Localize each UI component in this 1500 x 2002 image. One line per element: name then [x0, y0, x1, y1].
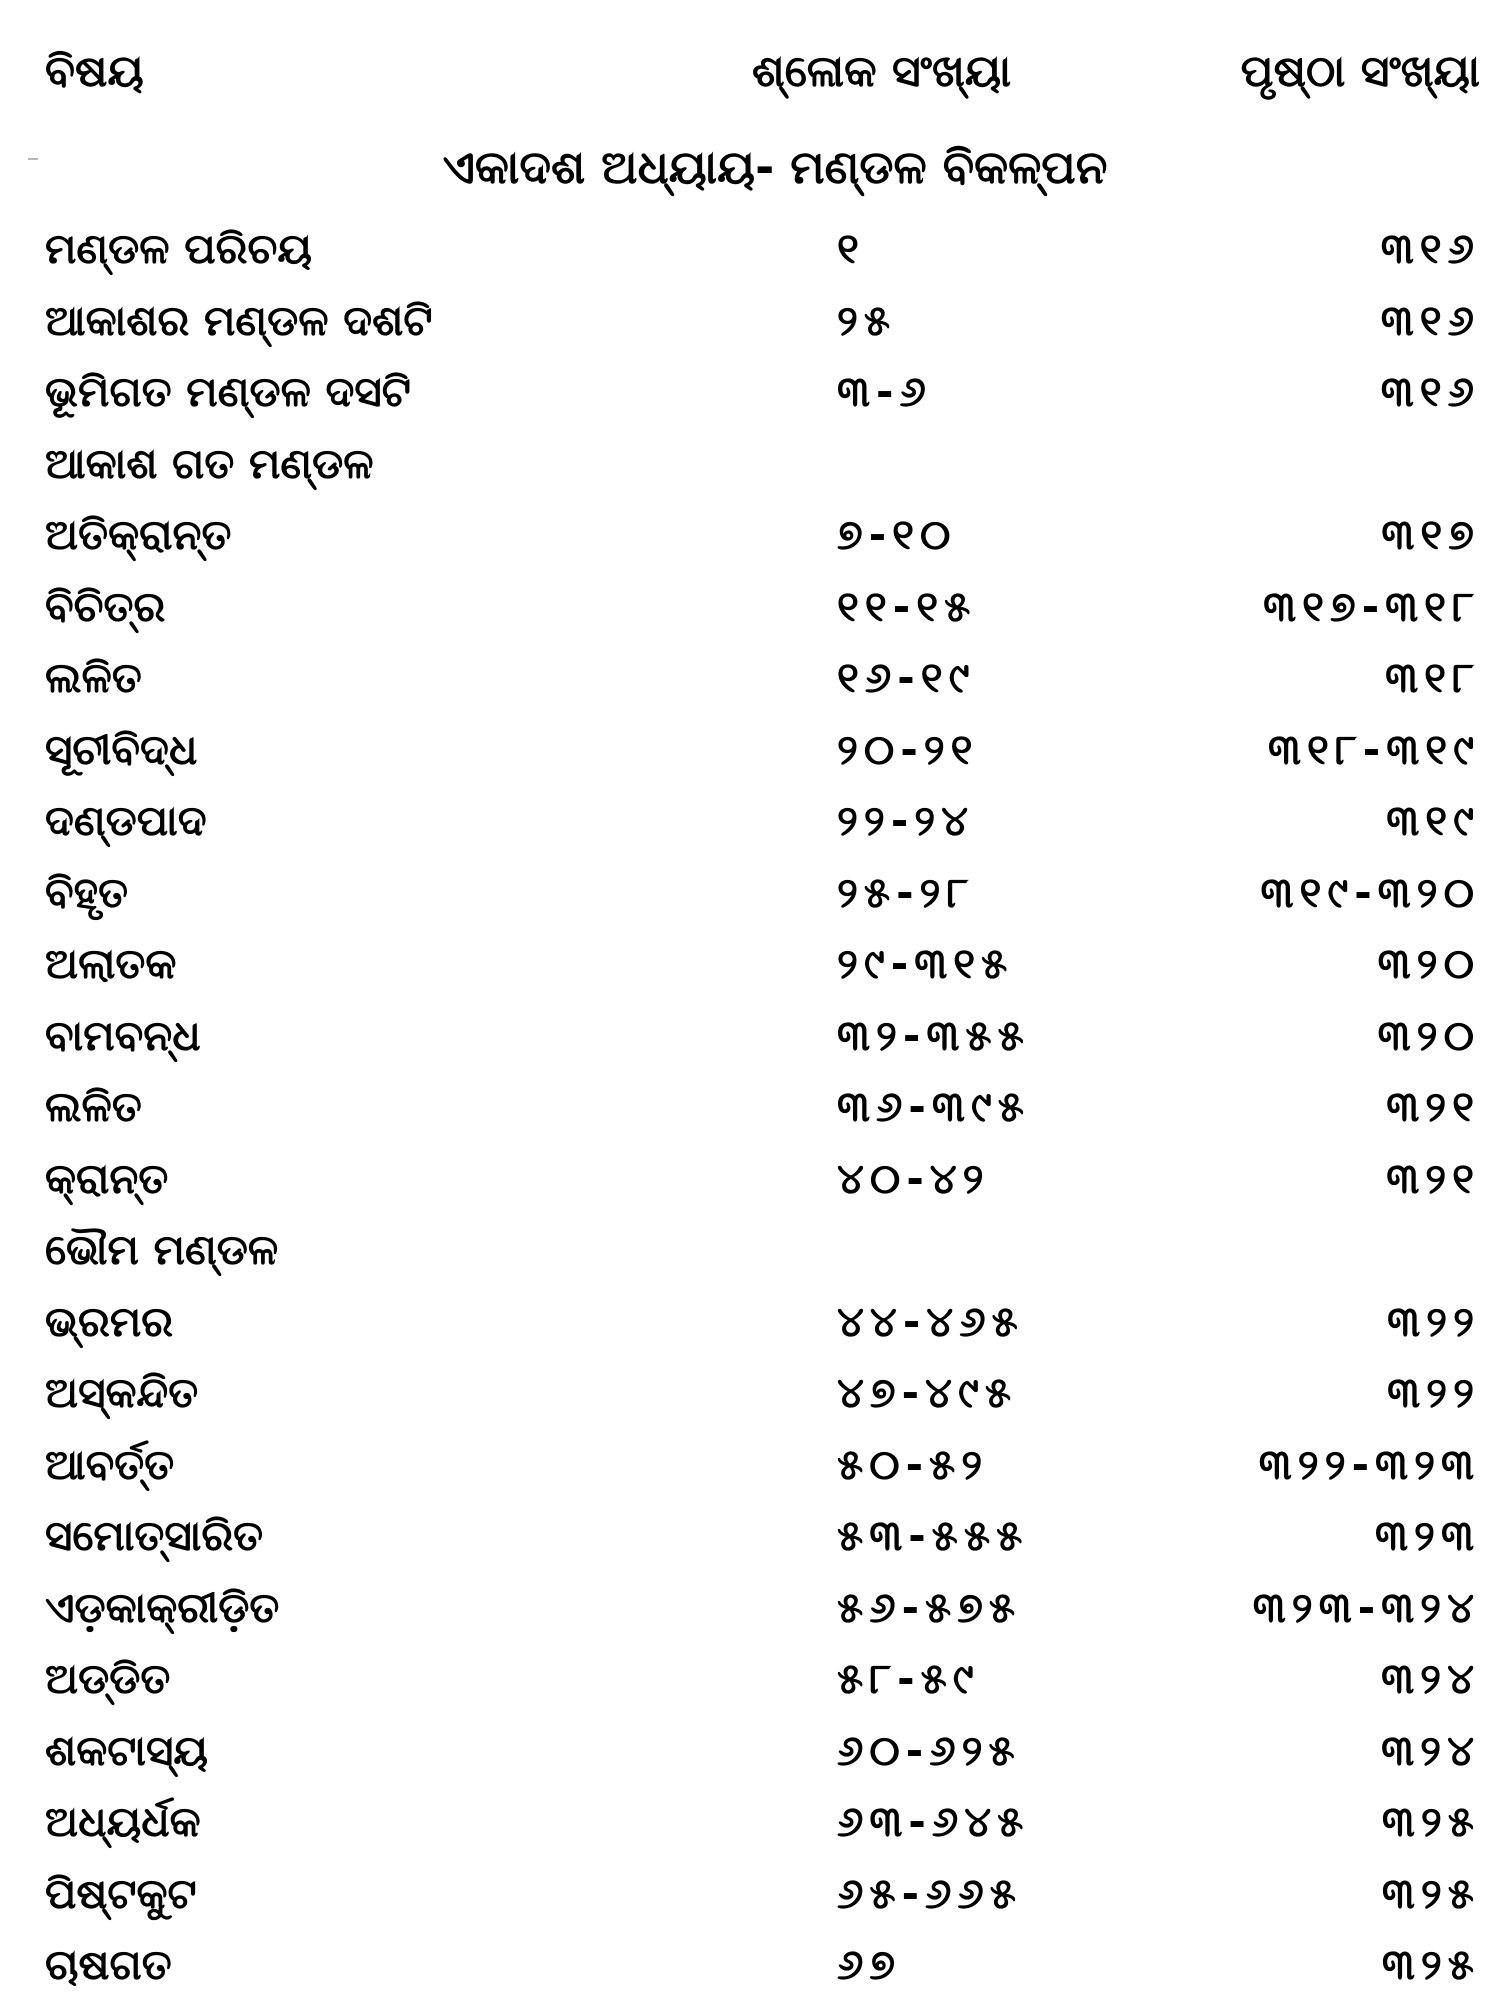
list-item — [0, 357, 1500, 429]
list-item — [0, 1573, 1500, 1645]
list-item — [0, 1358, 1500, 1430]
list-item — [0, 1930, 1500, 2002]
shloka-range: ୨୯-୩୧୫ — [837, 939, 1014, 988]
list-item — [0, 786, 1500, 858]
page-range: ୩୧୮ — [1385, 653, 1480, 702]
shloka-range: ୧୬-୧୯ — [837, 653, 976, 702]
list-item — [0, 858, 1500, 930]
list-item — [0, 715, 1500, 787]
page-range: ୩୨୫ — [1381, 1868, 1480, 1918]
list-item — [0, 1644, 1500, 1716]
shloka-range: ୩୬-୩୯୫ — [837, 1082, 1030, 1131]
page-range: ୩୨୫ — [1381, 1940, 1480, 1989]
shloka-range: ୬୭ — [837, 1940, 902, 1989]
column-header — [0, 38, 1500, 108]
topic-label: ଆକାଶ ଗତ ମଣ୍ଡଳ — [45, 438, 374, 488]
page-range: ୩୨୦ — [1377, 1010, 1480, 1060]
contents-list — [0, 214, 1500, 2002]
shloka-range: ୪୪-୪୬୫ — [837, 1296, 1024, 1346]
page-range: ୩୧୯-୩୨୦ — [1260, 867, 1480, 917]
header-topic: ବିଷୟ — [45, 46, 144, 97]
page-range: ୩୧୯ — [1386, 796, 1480, 845]
list-item — [0, 643, 1500, 715]
topic-label: କ୍ରାନ୍ତ — [45, 1153, 169, 1203]
topic-label: ଶକଟାସ୍ୟ — [45, 1725, 209, 1775]
list-item — [0, 1787, 1500, 1859]
topic-label: ସମୋତ୍ସାରିତ — [45, 1511, 264, 1560]
shloka-range: ୫୮-୫୯ — [837, 1654, 980, 1703]
shloka-range: ୧ — [837, 224, 865, 273]
shloka-range: ୪୭-୪୯୫ — [837, 1368, 1018, 1417]
topic-label: ଏଡ଼କାକ୍ରୀଡ଼ିତ — [45, 1582, 280, 1632]
page-range: ୩୧୬ — [1380, 224, 1480, 273]
page-range: ୩୨୦ — [1377, 939, 1480, 988]
page-range: ୩୧୮-୩୧୯ — [1267, 724, 1480, 774]
page-range: ୩୨୨ — [1387, 1296, 1480, 1346]
shloka-range: ୬୩-୬୪୫ — [837, 1797, 1030, 1846]
list-item — [0, 214, 1500, 286]
shloka-range: ୪୦-୪୨ — [837, 1153, 990, 1203]
topic-label: ବିହୃତ — [45, 867, 129, 917]
topic-label: ଅଡ୍ଡିତ — [45, 1654, 171, 1703]
topic-label: ସୂଚୀବିଦ୍ଧ — [45, 724, 198, 774]
shloka-range: ୩-୬ — [837, 367, 932, 416]
topic-label: ଲଳିତ — [45, 1082, 142, 1131]
section-heading — [0, 429, 1500, 501]
header-page-count: ପୃଷ୍ଠା ସଂଖ୍ୟା — [1240, 46, 1480, 97]
topic-label: ଅଧ୍ୟର୍ଧକ — [45, 1797, 201, 1846]
shloka-range: ୩୨-୩୫୫ — [837, 1010, 1030, 1060]
topic-label: ଭୌମ ମଣ୍ଡଳ — [45, 1225, 279, 1274]
shloka-range: ୨୫-୨୮ — [837, 867, 975, 917]
topic-label: ବିଚିତ୍ର — [45, 581, 166, 631]
topic-label: ମଣ୍ଡଳ ପରିଚୟ — [45, 224, 313, 273]
topic-label: ପିଷ୍ଟକୁଟ — [45, 1868, 197, 1918]
list-item — [0, 1859, 1500, 1931]
shloka-range: ୬୫-୬୬୫ — [837, 1868, 1022, 1918]
page-range: ୩୨୩ — [1375, 1511, 1480, 1560]
page-range: ୩୨୫ — [1381, 1797, 1480, 1846]
list-item — [0, 1072, 1500, 1144]
shloka-range: ୨୨-୨୪ — [837, 796, 975, 845]
topic-label: ଦଣ୍ଡପାଦ — [45, 796, 207, 845]
chapter-title: ଏକାଦଶ ଅଧ୍ୟାୟ- ମଣ୍ଡଳ ବିକଳ୍ପନ — [442, 140, 1108, 194]
shloka-range: ୫୦-୫୨ — [837, 1439, 989, 1489]
topic-label: ଚାଷଗତ — [45, 1940, 172, 1989]
list-item — [0, 1144, 1500, 1216]
topic-label: ଅଲାତକ — [45, 939, 177, 988]
topic-label: ଆକାଶର ମଣ୍ଡଳ ଦଶଟି — [45, 295, 433, 345]
shloka-range: ୭-୧୦ — [837, 510, 957, 559]
list-item — [0, 929, 1500, 1001]
topic-label: ଆବର୍ତ୍ତ — [45, 1439, 175, 1489]
list-item — [0, 1001, 1500, 1073]
topic-label: ଭୂମିଗତ ମଣ୍ଡଳ ଦସଟି — [45, 367, 411, 416]
list-item — [0, 1501, 1500, 1573]
topic-label: ବାମବନ୍ଧ — [45, 1010, 201, 1060]
shloka-range: ୬୦-୬୨୫ — [837, 1725, 1021, 1775]
section-heading — [0, 1215, 1500, 1287]
shloka-range: ୫୩-୫୫୫ — [837, 1511, 1029, 1560]
list-item — [0, 572, 1500, 644]
page-range: ୩୧୭ — [1381, 510, 1480, 559]
topic-label: ଅତିକ୍ରାନ୍ତ — [45, 510, 232, 559]
list-item — [0, 1430, 1500, 1502]
page-range: ୩୨୧ — [1386, 1153, 1480, 1203]
topic-label: ଲଳିତ — [45, 653, 142, 702]
page-range: ୩୧୬ — [1380, 367, 1480, 416]
page-range: ୩୨୧ — [1386, 1082, 1480, 1131]
page-range: ୩୨୨ — [1387, 1368, 1480, 1417]
shloka-range: ୨୫ — [837, 295, 897, 345]
page-range: ୩୧୭-୩୧୮ — [1263, 581, 1480, 631]
page-range: ୩୨୨-୩୨୩ — [1258, 1439, 1480, 1489]
shloka-range: ୨୦-୨୧ — [837, 724, 979, 774]
topic-label: ଭ୍ରମର — [45, 1296, 174, 1346]
list-item — [0, 1287, 1500, 1359]
page-range: ୩୧୬ — [1380, 295, 1480, 345]
shloka-range: ୧୧-୧୫ — [837, 581, 977, 631]
list-item — [0, 500, 1500, 572]
page-range: ୩୨୩-୩୨୪ — [1252, 1582, 1480, 1632]
page-range: ୩୨୪ — [1381, 1654, 1480, 1703]
topic-label: ଅସ୍କନ୍ଦିତ — [45, 1368, 199, 1417]
list-item — [0, 286, 1500, 358]
shloka-range: ୫୬-୫୭୫ — [837, 1582, 1022, 1632]
page-range: ୩୨୪ — [1381, 1725, 1480, 1775]
header-shloka-count: ଶ୍ଳୋକ ସଂଖ୍ୟା — [752, 46, 1012, 97]
list-item — [0, 1716, 1500, 1788]
